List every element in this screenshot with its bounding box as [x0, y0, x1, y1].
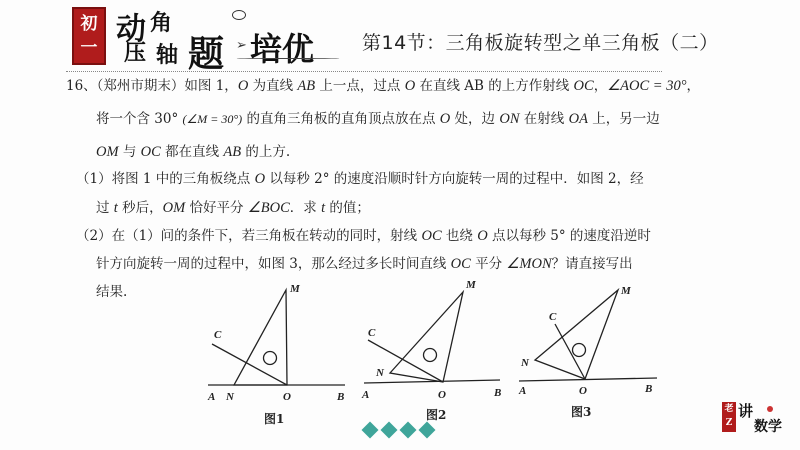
math: ∠AOC = 30° [607, 78, 687, 94]
grade-seal [72, 7, 106, 65]
figure-2-diagram [350, 270, 510, 410]
math: AB [297, 78, 316, 94]
svg-text:B: B [645, 383, 653, 395]
math: OA [568, 111, 588, 127]
svg-text:M: M [621, 285, 631, 297]
svg-text:N: N [226, 391, 234, 403]
cloud-icon [232, 10, 246, 20]
text: 平分 [470, 256, 507, 272]
paper-plane-icon: ➢ [236, 38, 247, 53]
problem-line-2 [96, 111, 660, 127]
text: 在直线 AB 的上方作射线 [415, 78, 574, 94]
text: 与 [118, 144, 141, 160]
svg-text:B: B [494, 387, 502, 399]
logo-char: 培优 [250, 30, 315, 68]
text: 的值； [325, 200, 370, 216]
math: O [237, 78, 249, 94]
stamp-icon [767, 406, 773, 412]
logo-char: 角 [150, 10, 173, 36]
math: OM [162, 200, 186, 216]
text: ， [686, 78, 701, 94]
figure-3 [505, 270, 670, 419]
seal-char-2: 一 [80, 38, 98, 58]
logo-char: 压 [124, 40, 147, 66]
pager-dot[interactable] [400, 422, 417, 439]
svg-text:B: B [337, 391, 345, 403]
text: 上，另一边 [587, 111, 660, 127]
svg-text:O: O [579, 385, 587, 397]
svg-text:A: A [362, 389, 370, 401]
math: OC [421, 228, 442, 244]
text: 的直角三角板的直角顶点放在点 [242, 111, 440, 127]
slide-pager [364, 424, 433, 436]
text: 以每秒 2° 的速度沿顺时针方向旋转一周的过程中．如图 2，经 [265, 171, 644, 187]
svg-text:C: C [214, 329, 222, 341]
problem-line-5 [96, 200, 370, 216]
svg-text:O: O [438, 389, 446, 401]
text: 秒后， [117, 200, 163, 216]
math: ∠BOC [247, 200, 290, 216]
svg-text:C: C [549, 311, 557, 323]
brand-watermark [718, 398, 790, 438]
svg-text:A: A [519, 385, 527, 397]
svg-text:A: A [208, 391, 216, 403]
text: 将一个含 30° [96, 111, 183, 127]
math: OC [573, 78, 594, 94]
svg-text:M: M [466, 279, 476, 291]
pager-dot[interactable] [381, 422, 398, 439]
text: （2）在（1）问的条件下，若三角板在转动的同时，射线 [76, 228, 422, 244]
svg-text:O: O [283, 391, 291, 403]
logo-char: 题 [188, 33, 225, 75]
math: t [113, 200, 118, 216]
svg-text:N: N [521, 357, 529, 369]
figure-3-caption: 图3 [571, 405, 592, 419]
text: 为直线 [248, 78, 298, 94]
seal-char-1: 初 [80, 14, 98, 34]
divider [66, 71, 662, 72]
course-logo [68, 4, 348, 75]
brand-word-2: 数学 [754, 419, 782, 435]
figure-3-diagram [505, 270, 670, 410]
dashed-swoosh [236, 58, 340, 59]
text: 16、（郑州市期末）如图 1， [66, 78, 238, 94]
text: 处，边 [450, 111, 500, 127]
math: O [404, 78, 416, 94]
problem-line-3 [96, 144, 290, 160]
svg-text:N: N [376, 367, 384, 379]
problem-line-8 [96, 284, 127, 300]
text: 恰好平分 [185, 200, 248, 216]
figure-2 [350, 270, 510, 422]
pager-dot[interactable] [362, 422, 379, 439]
text: 上一点，过点 [315, 78, 405, 94]
text: 在射线 [519, 111, 569, 127]
pager-dot[interactable] [419, 422, 436, 439]
text: 也绕 [441, 228, 478, 244]
math: (∠M = 30°) [182, 112, 243, 126]
text: 过 [96, 200, 114, 216]
text: 都在直线 [160, 144, 224, 160]
figure-1-diagram [190, 270, 360, 410]
math: O [477, 228, 488, 244]
math: OC [140, 144, 161, 160]
text: 针方向旋转一周的过程中，如图 3，那么经过多长时间直线 [96, 256, 451, 272]
text: 结果. [96, 284, 128, 300]
brand-seal: 老Z [722, 402, 736, 432]
problem-line-4 [76, 171, 644, 187]
text: （1）将图 1 中的三角板绕点 [76, 171, 255, 187]
problem-line-6 [76, 228, 651, 244]
math: ON [499, 111, 520, 127]
brand-word-1: 讲 [738, 402, 754, 420]
math: t [321, 200, 326, 216]
figure-1 [190, 270, 360, 426]
problem-line-1 [66, 78, 700, 94]
text: ， [593, 78, 608, 94]
figure-2-caption: 图2 [426, 408, 447, 422]
text: ？请直接写出 [551, 256, 633, 272]
text: 点以每秒 5° 的速度沿逆时 [487, 228, 651, 244]
math: O [439, 111, 451, 127]
math: AB [223, 144, 242, 160]
math: OC [450, 256, 471, 272]
section-title: 第14节：三角板旋转型之单三角板（二） [362, 32, 719, 54]
svg-text:M: M [290, 283, 300, 295]
svg-text:C: C [368, 327, 376, 339]
math: ∠MON [506, 256, 552, 272]
logo-char: 轴 [156, 42, 179, 68]
figure-1-caption: 图1 [264, 412, 285, 426]
text: 的上方. [241, 144, 291, 160]
text: ．求 [289, 200, 322, 216]
math: O [254, 171, 266, 187]
math: OM [96, 144, 119, 160]
logo-char: 动 [116, 12, 146, 47]
